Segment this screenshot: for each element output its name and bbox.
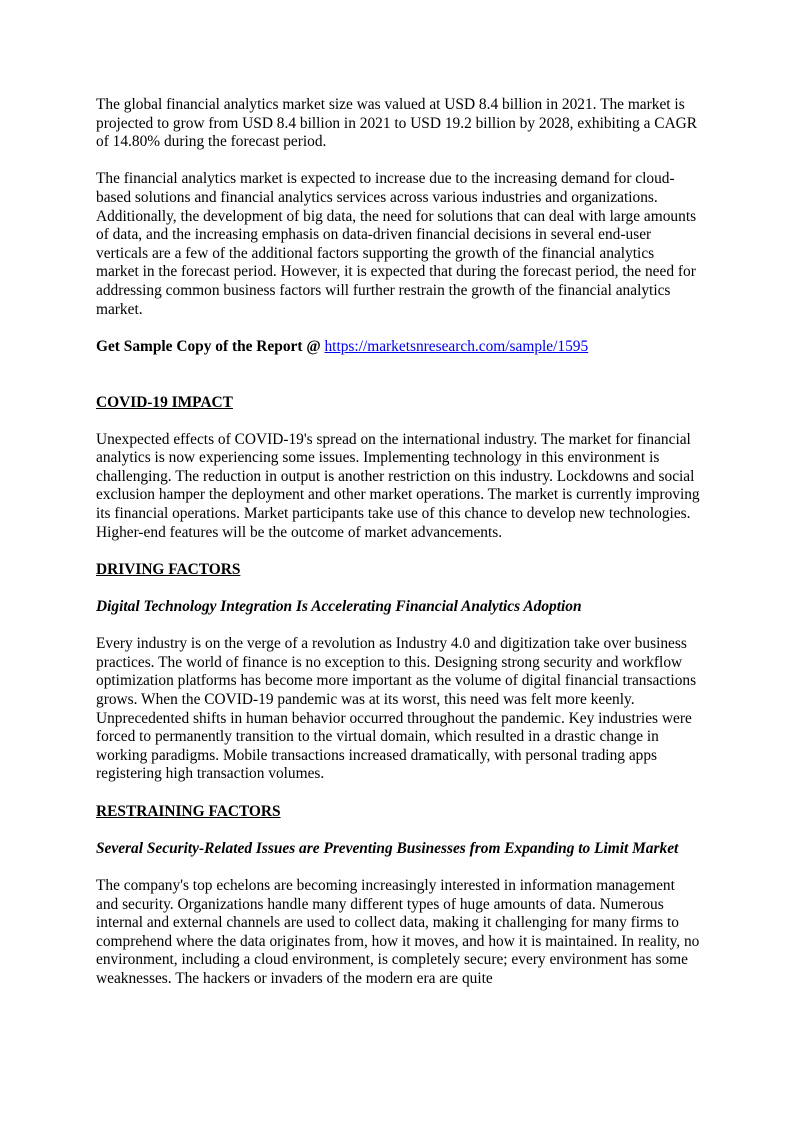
sample-copy-label: Get Sample Copy of the Report @ [96,337,325,355]
sample-copy-link[interactable]: https://marketsnresearch.com/sample/1595 [324,337,589,355]
restraining-factors-paragraph: The company's top echelons are becoming increasingly interested in information management and security. Organizations handle many different types of huge amounts of data. Numerous internal and external channels are used to collect data, making it challenging for many firms to comprehend where the data originates from, how it moves, and how it is maintained. In reality, no environment, including a cloud environment, is completely secure; every environment has some weaknesses. The hackers or invaders of the modern era are quite [96,876,700,987]
sample-copy-callout [96,338,700,357]
driving-factors-paragraph: Every industry is on the verge of a revolution as Industry 4.0 and digitization take over business practices. The world of finance is no exception to this. Designing strong security and workflow optimization platforms has become more important as the volume of digital financial transactions grows. When the COVID-19 pandemic was at its worst, this need was felt more keenly. Unprecedented shifts in human behavior occurred throughout the pandemic. Key industries were forced to permanently transition to the virtual domain, which resulted in a drastic change in working paradigms. Mobile transactions increased dramatically, with personal trading apps registering high transaction volumes. [96,635,697,783]
restraining-factors-subheading: Several Security-Related Issues are Preventing Businesses from Expanding to Limit Market [96,839,679,857]
intro-paragraph-market-size: The global financial analytics market size was valued at USD 8.4 billion in 2021. The market is projected to grow from USD 8.4 billion in 2021 to USD 19.2 billion by 2028, exhibiting a CAGR of 14.80% during the forecast period. [96,96,698,151]
covid-impact-heading: COVID-19 IMPACT [96,393,233,411]
document-page [96,96,700,1007]
driving-factors-subheading: Digital Technology Integration Is Accelerating Financial Analytics Adoption [96,598,582,616]
driving-factors-heading: DRIVING FACTORS [96,560,241,578]
spacer [96,375,700,394]
intro-paragraph-growth-factors: The financial analytics market is expected to increase due to the increasing demand for cloud-based solutions and financial analytics services across various industries and organizations. Additionally, the development of big data, the need for solutions that can deal with large amounts of data, and the increasing emphasis on data-driven financial decisions in several end-user verticals are a few of the additional factors supporting the growth of the financial analytics market in the forecast period. However, it is expected that during the forecast period, the need for addressing common business factors will further restrain the growth of the financial analytics market. [96,170,697,318]
restraining-factors-heading: RESTRAINING FACTORS [96,802,281,820]
covid-impact-paragraph: Unexpected effects of COVID-19's spread on the international industry. The market for financial analytics is now experiencing some issues. Implementing technology in this environment is challenging. The reduction in output is another restriction on this industry. Lockdowns and social exclusion hamper the deployment and other market operations. The market is currently improving its financial operations. Market participants take use of this chance to develop new technologies. Higher-end features will be the outcome of market advancements. [96,430,700,541]
